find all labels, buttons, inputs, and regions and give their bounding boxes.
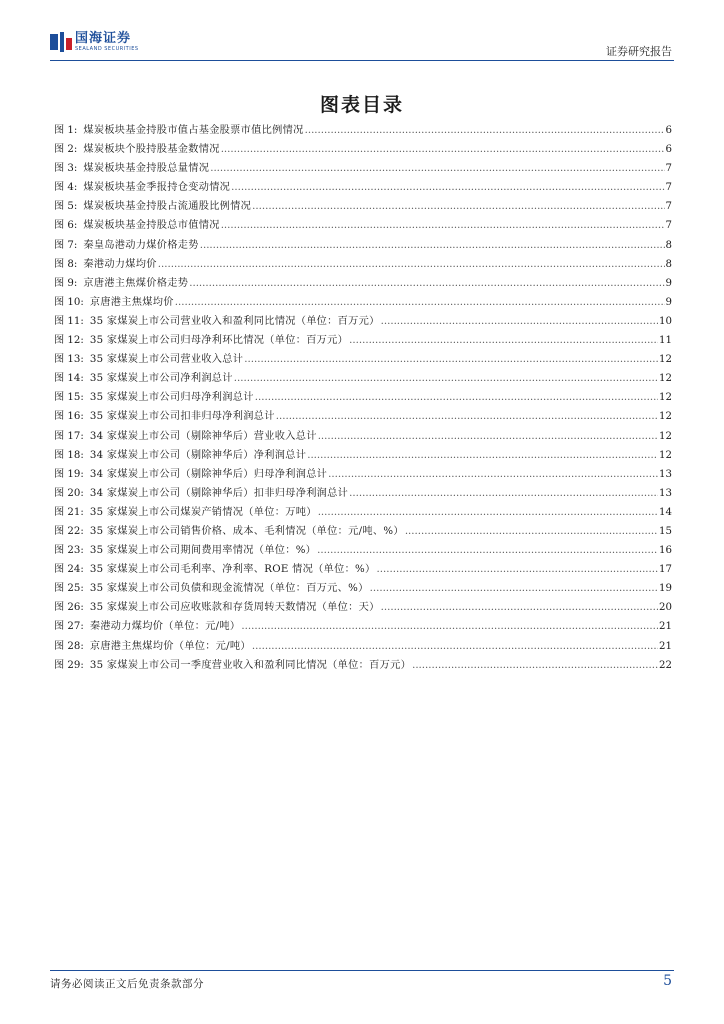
toc-entry-number: 图 4: bbox=[54, 182, 78, 194]
sealand-logo-icon bbox=[50, 32, 72, 52]
toc-entry-page: 7 bbox=[665, 163, 672, 175]
toc-entry-label: 煤炭板块基金持股总量情况 bbox=[83, 163, 210, 175]
toc-entry-number: 图 18: bbox=[54, 449, 84, 461]
toc-entry-page: 12 bbox=[659, 430, 672, 442]
toc-entry-number: 图 13: bbox=[54, 354, 84, 366]
toc-entry-number: 图 7: bbox=[54, 239, 78, 251]
toc-dot-leader bbox=[210, 163, 664, 174]
toc-entry-label: 秦皇岛港动力煤价格走势 bbox=[83, 239, 199, 251]
toc-entry-page: 12 bbox=[659, 373, 672, 385]
toc-dot-leader bbox=[307, 450, 658, 461]
toc-entry[interactable] bbox=[54, 484, 672, 503]
toc-entry-number: 图 3: bbox=[54, 163, 78, 175]
toc-dot-leader bbox=[255, 392, 658, 403]
footer-disclaimer: 请务必阅读正文后免责条款部分 bbox=[50, 978, 204, 990]
toc-entry[interactable] bbox=[54, 407, 672, 426]
toc-entry-page: 17 bbox=[659, 564, 672, 576]
toc-entry[interactable] bbox=[54, 637, 672, 656]
toc-entry-number: 图 27: bbox=[54, 621, 84, 633]
toc-dot-leader bbox=[158, 259, 665, 270]
report-type-label: 证券研究报告 bbox=[606, 45, 672, 58]
toc-entry-label: 35 家煤炭上市公司销售价格、成本、毛利情况（单位：元/吨、%） bbox=[89, 525, 404, 537]
toc-entry-number: 图 24: bbox=[54, 564, 84, 576]
figure-toc-list bbox=[54, 121, 672, 675]
toc-entry[interactable] bbox=[54, 197, 672, 216]
toc-entry-label: 京唐港主焦煤价格走势 bbox=[83, 277, 189, 289]
toc-dot-leader bbox=[405, 526, 658, 537]
logo-chinese-name: 国海证券 bbox=[75, 31, 132, 46]
toc-entry[interactable] bbox=[54, 427, 672, 446]
toc-dot-leader bbox=[305, 125, 665, 136]
toc-entry[interactable] bbox=[54, 560, 672, 579]
toc-entry-page: 20 bbox=[659, 602, 672, 614]
page-header bbox=[50, 28, 674, 62]
toc-dot-leader bbox=[349, 488, 658, 499]
toc-entry[interactable] bbox=[54, 312, 672, 331]
toc-entry[interactable] bbox=[54, 388, 672, 407]
toc-dot-leader bbox=[252, 201, 664, 212]
toc-entry-label: 煤炭板块个股持股基金数情况 bbox=[83, 144, 220, 156]
toc-entry[interactable] bbox=[54, 503, 672, 522]
toc-dot-leader bbox=[318, 507, 658, 518]
toc-entry-number: 图 19: bbox=[54, 468, 84, 480]
toc-dot-leader bbox=[381, 316, 658, 327]
toc-dot-leader bbox=[349, 335, 658, 346]
toc-entry-label: 秦港动力煤均价 bbox=[83, 258, 157, 270]
logo-english-name: SEALAND SECURITIES bbox=[75, 46, 139, 52]
toc-entry-page: 9 bbox=[665, 277, 672, 289]
toc-entry[interactable] bbox=[54, 579, 672, 598]
toc-entry-label: 35 家煤炭上市公司煤炭产销情况（单位：万吨） bbox=[89, 506, 317, 518]
toc-entry-label: 煤炭板块基金持股市值占基金股票市值比例情况 bbox=[83, 125, 304, 136]
toc-entry-page: 9 bbox=[665, 296, 672, 308]
toc-entry-page: 16 bbox=[659, 545, 672, 557]
toc-entry-label: 34 家煤炭上市公司（剔除神华后）归母净利润总计 bbox=[89, 468, 328, 480]
toc-entry-page: 6 bbox=[665, 144, 672, 156]
toc-entry[interactable] bbox=[54, 274, 672, 293]
toc-entry-number: 图 21: bbox=[54, 506, 84, 518]
toc-dot-leader bbox=[200, 240, 665, 251]
toc-dot-leader bbox=[252, 641, 658, 652]
toc-entry-number: 图 22: bbox=[54, 525, 84, 537]
toc-entry[interactable] bbox=[54, 140, 672, 159]
header-divider bbox=[50, 60, 674, 61]
toc-entry[interactable] bbox=[54, 446, 672, 465]
toc-entry-label: 35 家煤炭上市公司应收账款和存货周转天数情况（单位：天） bbox=[89, 602, 380, 614]
toc-entry-page: 14 bbox=[659, 506, 672, 518]
toc-entry-page: 12 bbox=[659, 411, 672, 423]
toc-entry[interactable] bbox=[54, 121, 672, 140]
toc-entry-label: 秦港动力煤均价（单位：元/吨） bbox=[89, 621, 241, 633]
toc-dot-leader bbox=[381, 602, 658, 613]
toc-entry[interactable] bbox=[54, 617, 672, 636]
toc-entry[interactable] bbox=[54, 331, 672, 350]
toc-entry[interactable] bbox=[54, 178, 672, 197]
toc-entry-label: 35 家煤炭上市公司营业收入和盈利同比情况（单位：百万元） bbox=[89, 315, 380, 327]
toc-entry-label: 34 家煤炭上市公司（剔除神华后）营业收入总计 bbox=[89, 430, 317, 442]
toc-entry[interactable] bbox=[54, 522, 672, 541]
toc-entry[interactable] bbox=[54, 656, 672, 675]
toc-entry-label: 京唐港主焦煤均价（单位：元/吨） bbox=[89, 640, 251, 652]
toc-dot-leader bbox=[318, 431, 658, 442]
toc-entry[interactable] bbox=[54, 369, 672, 388]
toc-entry[interactable] bbox=[54, 255, 672, 274]
toc-entry-page: 21 bbox=[659, 640, 672, 652]
toc-entry-label: 煤炭板块基金持股总市值情况 bbox=[83, 220, 220, 232]
toc-entry-page: 7 bbox=[665, 182, 672, 194]
toc-entry-number: 图 5: bbox=[54, 201, 78, 213]
toc-dot-leader bbox=[221, 144, 665, 155]
toc-entry-label: 35 家煤炭上市公司归母净利环比情况（单位：百万元） bbox=[89, 335, 349, 347]
footer-divider bbox=[50, 970, 674, 971]
toc-dot-leader bbox=[221, 220, 665, 231]
toc-dot-leader bbox=[231, 182, 664, 193]
toc-entry-page: 8 bbox=[665, 239, 672, 251]
toc-entry-number: 图 12: bbox=[54, 335, 84, 347]
toc-entry-number: 图 16: bbox=[54, 411, 84, 423]
toc-dot-leader bbox=[377, 564, 659, 575]
toc-entry-label: 35 家煤炭上市公司净利润总计 bbox=[89, 373, 233, 385]
toc-entry-page: 11 bbox=[659, 335, 672, 347]
toc-entry-number: 图 26: bbox=[54, 602, 84, 614]
toc-dot-leader bbox=[189, 278, 664, 289]
toc-entry-page: 13 bbox=[659, 468, 672, 480]
toc-entry[interactable] bbox=[54, 465, 672, 484]
toc-dot-leader bbox=[175, 297, 665, 308]
toc-dot-leader bbox=[370, 583, 658, 594]
toc-dot-leader bbox=[234, 373, 658, 384]
toc-entry-page: 10 bbox=[659, 315, 672, 327]
toc-entry-number: 图 8: bbox=[54, 258, 78, 270]
toc-title: 图表目录 bbox=[319, 94, 404, 116]
toc-entry-number: 图 17: bbox=[54, 430, 84, 442]
toc-entry-label: 35 家煤炭上市公司营业收入总计 bbox=[89, 354, 244, 366]
toc-entry-page: 12 bbox=[659, 449, 672, 461]
footer-page-number: 5 bbox=[663, 973, 672, 989]
toc-entry-page: 22 bbox=[659, 659, 672, 671]
toc-entry-number: 图 20: bbox=[54, 487, 84, 499]
toc-entry-number: 图 1: bbox=[54, 125, 78, 136]
toc-dot-leader bbox=[412, 660, 658, 671]
toc-entry-number: 图 25: bbox=[54, 583, 84, 595]
toc-entry-page: 7 bbox=[665, 220, 672, 232]
toc-entry-label: 34 家煤炭上市公司（剔除神华后）净利润总计 bbox=[89, 449, 307, 461]
toc-entry-number: 图 9: bbox=[54, 277, 78, 289]
toc-entry-label: 35 家煤炭上市公司负债和现金流情况（单位：百万元、%） bbox=[89, 583, 369, 595]
toc-entry-label: 京唐港主焦煤均价 bbox=[89, 296, 174, 308]
toc-entry-number: 图 15: bbox=[54, 392, 84, 404]
toc-entry[interactable] bbox=[54, 293, 672, 312]
toc-entry-number: 图 14: bbox=[54, 373, 84, 385]
toc-entry[interactable] bbox=[54, 216, 672, 235]
toc-entry-label: 煤炭板块基金持股占流通股比例情况 bbox=[83, 201, 252, 213]
toc-entry-page: 15 bbox=[659, 525, 672, 537]
toc-entry-label: 35 家煤炭上市公司一季度营业收入和盈利同比情况（单位：百万元） bbox=[89, 659, 412, 671]
toc-entry-page: 6 bbox=[665, 125, 672, 136]
toc-dot-leader bbox=[241, 621, 658, 632]
toc-entry[interactable] bbox=[54, 598, 672, 617]
toc-dot-leader bbox=[244, 354, 658, 365]
toc-entry-number: 图 10: bbox=[54, 296, 84, 308]
toc-entry-number: 图 2: bbox=[54, 144, 78, 156]
toc-entry-label: 35 家煤炭上市公司扣非归母净利润总计 bbox=[89, 411, 275, 423]
toc-entry-page: 12 bbox=[659, 354, 672, 366]
toc-entry-label: 35 家煤炭上市公司归母净利润总计 bbox=[89, 392, 254, 404]
toc-entry-page: 7 bbox=[665, 201, 672, 213]
toc-entry-number: 图 23: bbox=[54, 545, 84, 557]
toc-entry-number: 图 11: bbox=[54, 315, 84, 327]
toc-entry-page: 21 bbox=[659, 621, 672, 633]
toc-dot-leader bbox=[328, 469, 658, 480]
toc-entry-number: 图 29: bbox=[54, 659, 84, 671]
toc-entry-number: 图 28: bbox=[54, 640, 84, 652]
toc-entry-label: 35 家煤炭上市公司期间费用率情况（单位：%） bbox=[89, 545, 317, 557]
toc-entry-number: 图 6: bbox=[54, 220, 78, 232]
toc-entry[interactable] bbox=[54, 236, 672, 255]
toc-entry[interactable] bbox=[54, 159, 672, 178]
toc-entry[interactable] bbox=[54, 541, 672, 560]
sealand-logo bbox=[50, 32, 139, 52]
toc-dot-leader bbox=[276, 411, 658, 422]
toc-entry-page: 13 bbox=[659, 487, 672, 499]
toc-entry-page: 19 bbox=[659, 583, 672, 595]
toc-entry[interactable] bbox=[54, 350, 672, 369]
toc-dot-leader bbox=[317, 545, 658, 556]
toc-entry-label: 煤炭板块基金季报持仓变动情况 bbox=[83, 182, 231, 194]
toc-entry-page: 12 bbox=[659, 392, 672, 404]
toc-entry-page: 8 bbox=[665, 258, 672, 270]
toc-entry-label: 35 家煤炭上市公司毛利率、净利率、ROE 情况（单位：%） bbox=[89, 564, 376, 576]
toc-entry-label: 34 家煤炭上市公司（剔除神华后）扣非归母净利润总计 bbox=[89, 487, 349, 499]
